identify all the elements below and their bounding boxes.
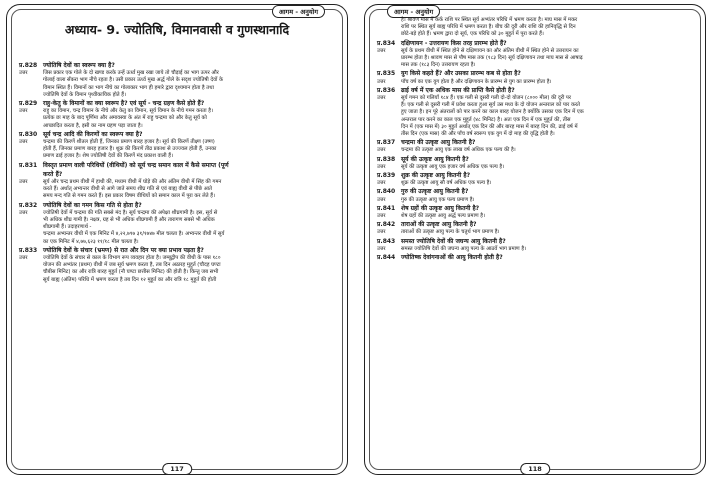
answer-label (377, 24, 401, 31)
question-number: प्र.828 (19, 62, 38, 69)
question-number: प्र.837 (377, 139, 396, 147)
answer-text: करते हैं। अर्थात् अभ्यन्तर वीथी से आगे जाते समय शीघ्र गति से एवं बाह्य वीथी से पीछे आते (43, 186, 212, 193)
question-number: प्र.842 (377, 221, 396, 229)
answer-line (377, 229, 695, 236)
answer-label (19, 262, 43, 269)
question-text: समस्त ज्योतिषि देवों की जघन्य आयु कितनी है? (401, 237, 506, 245)
question-number (19, 171, 43, 179)
answer-line (377, 124, 695, 131)
answer-text: शुक्र की उत्कृष्ट आयु सौ वर्ष अधिक एक पल्य है। (401, 180, 492, 187)
question-text: विस्तृत प्रमाण वाली परिधियों (वीथियों) को सूर्य चन्द्र समान काल में कैसे समाप्त (पूर्ण (43, 161, 229, 169)
question-number: प्र.831 (19, 161, 38, 169)
answer-label (377, 55, 401, 62)
answer-label: उत्तर (377, 196, 386, 203)
question-text: युग किसे कहते हैं? और उसका प्रारम्भ कब से होता है? (401, 70, 521, 78)
answer-text: छोटे-बड़े होते हैं। भ्रमण द्वारा दो सूर्य, एक परिधि को ३० मुहूर्त में पूरा करते हैं। (401, 31, 544, 38)
answer-label: उत्तर (377, 213, 386, 220)
answer-text: चन्द्रमा की उत्कृष्ट आयु एक लाख वर्ष अधिक एक पल्य की है। (401, 147, 516, 154)
answer-label (377, 17, 401, 24)
answer-line (19, 123, 337, 130)
answer-text: का एक मिनिट में ४,७७,६२३ ११/१८ मील चलता है। (43, 238, 139, 245)
answer-line (19, 77, 337, 84)
question-line (19, 62, 337, 70)
question-number: प्र.835 (377, 70, 396, 78)
question-line (19, 171, 337, 179)
answer-label (19, 77, 43, 84)
answer-text: योजन की अभ्यंतर (प्रथम) वीथी में जब सूर्य भ्रमण करता है, तब दिन अठारह मुहूर्त (चौदह घण्टा (43, 262, 221, 269)
question-text: चन्द्रमा की उत्कृष्ट आयु कितनी है? (401, 139, 476, 147)
answer-text: ज्योतिषी देवों में चन्द्रमा की गति सबसे मंद है। सूर्य चन्द्रमा की अपेक्षा शीघ्रगामी है। इस, सूर्य से (43, 209, 218, 216)
answer-line (19, 193, 337, 200)
answer-text: जिस प्रकार एक गोले के दो खण्ड करके उन्हें ऊर्ध्व मुख रखा जाये तो चौड़ाई का भाग ऊपर और (43, 70, 219, 77)
answer-line (19, 277, 337, 284)
question-number: प्र.844 (377, 254, 396, 262)
answer-text: सूर्य की उत्कृष्ट आयु एक हजार वर्ष अधिक एक पल्य है। (401, 163, 505, 170)
question-line (19, 162, 337, 170)
answer-line (377, 197, 695, 204)
answer-text: समस्त ज्योतिषि देवों की जघन्य आयु पल्य के आठवें भाग प्रमाण है। (401, 245, 527, 252)
left-page (6, 4, 348, 475)
question-text: सूर्य चन्द्र आदि की किरणों का स्वरूप क्या है? (43, 130, 143, 138)
page-number: 117 (162, 463, 192, 475)
question-line (19, 202, 337, 210)
book-tag: आगम - अनुयोग (272, 5, 325, 18)
question-text: करते हैं? (43, 170, 63, 178)
answer-label: उत्तर (377, 180, 386, 187)
answer-text: हैं। एक गली से दूसरी गली में प्रवेश करता हुआ सूर्य उस मध्य के दो योजन अन्तराल को पार करते (401, 102, 581, 109)
answer-text: चन्द्रमा अभ्यन्तर वीथी में एक मिनिट में ४,२२,७९७ ३१/१७४७ मील चलता है। अभ्यन्तर वीथी में सूर्य (43, 231, 225, 238)
answer-text: सूर्य के प्रथम वीथी में स्थित होने से दक्षिणायन का और अंतिम वीथी में स्थित होने से उत्तरायन का (401, 47, 579, 54)
answer-label (19, 193, 43, 200)
answer-label (19, 224, 43, 231)
question-text: दक्षिणायन - उत्तरायण किस तरह प्रारम्भ होते हैं? (401, 39, 507, 47)
question-line (377, 40, 695, 48)
answer-text: प्रमाण ढाई हजार है। शेष ज्योतिषी देवों की किरणें मंद प्रकाश वाली हैं। (43, 153, 174, 160)
answer-line (377, 109, 695, 116)
answer-line (377, 180, 695, 187)
question-text: शुक्र की उत्कृष्ट आयु कितनी है? (401, 172, 471, 180)
question-text: राहु-केतु के विमानों का क्या स्वरूप है? एवं सूर्य - चन्द्र ग्रहण कैसे होते हैं? (43, 100, 205, 108)
answer-text: मास तक (१८३ दिन) उत्तरायण रहता है। (401, 62, 476, 69)
answer-label: उत्तर (377, 47, 386, 54)
answer-line (19, 153, 337, 160)
answer-label (19, 217, 43, 224)
answer-line (377, 31, 695, 38)
answer-text: हुए जाता है। इन पूरे अंतरालों को पार करने का काल बारह योजन है क्योंकि उसका एक दिन में एक (401, 109, 584, 116)
question-line (377, 188, 695, 196)
answer-line (377, 246, 695, 253)
answer-label (19, 85, 43, 92)
question-number: प्र.840 (377, 188, 396, 196)
question-number: प्र.833 (19, 246, 38, 254)
answer-text: होती हैं, जिनका प्रमाण बारह हजार है। शुक्र की किरणें तीव्र प्रकाश से उज्ज्वल होती हैं, उनका (43, 146, 217, 153)
answer-label: उत्तर (19, 255, 28, 262)
answer-label (377, 62, 401, 69)
answer-line (19, 210, 337, 217)
answer-label (377, 117, 401, 124)
question-number: प्र.832 (19, 201, 38, 209)
answer-label (19, 277, 43, 284)
answer-line (19, 115, 337, 122)
answer-label: उत्तर (19, 179, 28, 186)
answer-label (19, 153, 43, 160)
question-text: ज्योतिषि देवों का स्वरूप क्या है? (43, 62, 115, 69)
answer-text: समय मन्द गति से गमन करते हैं। इस प्रकार विषम वीथियों को समान काल में पूरा कर लेते हैं। (43, 193, 216, 200)
left-content (19, 61, 337, 284)
answer-line (19, 92, 337, 99)
question-number: प्र.843 (377, 237, 396, 245)
answer-text: सूर्य बाह्य (अंतिम) परिधि में भ्रमण करता है तब दिन १२ मुहूर्त का और रात्रि १८ मुहूर्त की होती (43, 276, 217, 283)
answer-label (377, 102, 401, 109)
answer-label (19, 239, 43, 246)
question-line (19, 131, 337, 139)
answer-text: प्रत्येक छः माह के बाद पूर्णिमा और अमावस्या के अंत में राहु चन्द्रमा को और केतु सूर्य को (43, 115, 207, 122)
answer-text: सूर्य गमन को गलियाँ १८४ हैं। एक गली से दूसरी गली दो-दो योजन (८००० मील) की दूरी पर (401, 95, 571, 102)
question-line (19, 100, 337, 108)
answer-label: उत्तर (19, 70, 28, 77)
answer-text: प्रारम्भ होता है। श्रावण मास से पौष मास तक (१८३ दिन) सूर्य दक्षिणायन तथा माघ मास से आषाढ़ (401, 55, 583, 62)
question-text: सूर्य की उत्कृष्ट आयु कितनी है? (401, 155, 469, 163)
answer-text: भी अधिक शीघ्र गामी है। नक्षत्र, ग्रह से भी अधिक शीघ्रगामी हैं और तारागण सबसे भी अधिक (43, 217, 215, 224)
question-line (377, 70, 695, 78)
answer-text: चौबीस मिनिट) का और रात्रि बारह मुहूर्त (नौ घण्टा छत्तीस मिनिट) की होती है। किन्तु जब सभी (43, 269, 219, 276)
question-line (377, 156, 695, 164)
question-text: शेष ग्रहों की उत्कृष्ट आयु कितनी है? (401, 204, 480, 212)
question-number: प्र.838 (377, 155, 396, 163)
question-text: ज्योतिषि देवों का गमन किस गति से होता है? (43, 201, 142, 209)
answer-line (377, 48, 695, 55)
answer-line (19, 269, 337, 276)
question-text: ज्योतिषि देवों के संचार (भ्रमण) से रात और दिन पर क्या प्रभाव पड़ता है? (43, 246, 204, 254)
answer-line (19, 239, 337, 246)
answer-label: उत्तर (377, 163, 386, 170)
question-line (377, 87, 695, 95)
answer-label (19, 186, 43, 193)
answer-label (19, 231, 43, 238)
answer-label (19, 146, 43, 153)
question-text: ढाई वर्ष में एक अधिक मास की प्राप्ति कैसे होती है? (401, 86, 515, 94)
answer-line (19, 85, 337, 92)
answer-text: है। श्रावण मास में कर्क राशि पर स्थित सूर्य अभ्यंतर परिधि में भ्रमण करता है। माघ मास में मकर (401, 17, 578, 23)
answer-line (377, 164, 695, 171)
answer-line (377, 79, 695, 86)
answer-label (377, 31, 401, 38)
answer-text: शेष ग्रहों की उत्कृष्ट आयु अर्द्ध पल्य प्रमाण है। (401, 213, 485, 220)
question-text: ज्योतिष्क देवांगनाओं की आयु कितनी होती है? (401, 254, 503, 262)
question-line (19, 247, 337, 255)
question-text: ताराओं की उत्कृष्ट आयु कितनी है? (401, 221, 477, 229)
question-number: प्र.830 (19, 130, 38, 138)
answer-text: तीस दिन (एक मास) की और पाँच वर्ष स्वरूप एक युग में दो माह की वृद्धि होती है। (401, 131, 555, 138)
right-content (377, 17, 695, 262)
answer-line (377, 117, 695, 124)
answer-label: उत्तर (19, 209, 28, 216)
answer-text: ताराओं की उत्कृष्ट आयु पल्य के चतुर्थ भाग प्रमाण है। (401, 229, 500, 236)
answer-text: राहु का विमान, चन्द्र विमान के नीचे और केतु का विमान, सूर्य विमान के नीचे गमन करता है। (43, 108, 213, 115)
chapter-title: अध्याय- 9. ज्योतिषि, विमानवासी व गुणस्थानादि (64, 22, 290, 37)
answer-label (19, 92, 43, 99)
question-text: गुरु की उत्कृष्ट आयु कितनी है? (401, 188, 469, 196)
answer-text: ज्योतिषि देवों के संचार से काल के विभाग रूप व्यवहार होता है। जम्बूद्वीप की वीथी के पास १८० (43, 255, 221, 262)
answer-text: आच्छादित करता है, इसी का नाम ग्रहण पड़ा जाता है। (43, 122, 143, 129)
answer-label: उत्तर (377, 245, 386, 252)
answer-line (377, 131, 695, 138)
answer-text: गुरु की उत्कृष्ट आयु एक पल्य प्रमाण है। (401, 196, 475, 203)
answer-text: ज्योतिषि देवों के विमान पृथ्वीकायिक होते हैं। (43, 91, 126, 98)
answer-line (377, 147, 695, 154)
right-page (364, 4, 706, 475)
question-number: प्र.839 (377, 172, 396, 180)
question-line (377, 205, 695, 213)
answer-text: पाँच वर्ष का एक युग होता है और दक्षिणायन के प्रारम्भ से युग का प्रारम्भ होता है। (401, 78, 552, 85)
answer-line (377, 62, 695, 69)
answer-label (377, 124, 401, 131)
answer-text: राशि पर स्थित सूर्य बाह्य परिधि में भ्रमण करता है। बीच की दूरी और राशि की हानिवृद्धि से दिन (401, 24, 576, 31)
question-line (377, 238, 695, 246)
answer-line (377, 213, 695, 220)
book-tag: आगम - अनुयोग (387, 5, 440, 18)
answer-label (377, 131, 401, 138)
answer-text: शीघ्रगामी हैं। उदाहरणार्थ - (43, 224, 92, 231)
answer-line (19, 231, 337, 238)
answer-label: उत्तर (377, 95, 386, 102)
answer-label: उत्तर (19, 139, 28, 146)
answer-text: चन्द्रमा की किरणें शीतल होती हैं, जिनका प्रमाण बारह हजार है। सूर्य की किरणें तीक्ष्ण (उष्ण) (43, 139, 215, 146)
answer-label: उत्तर (377, 229, 386, 236)
answer-label (19, 269, 43, 276)
question-number: प्र.841 (377, 204, 396, 212)
answer-text: दिन में (एक मास में) ३० मुहूर्त अर्थात् एक दिन की और बारह मास में बारह दिन की, ढाई वर्ष में (401, 123, 578, 130)
answer-label (19, 115, 43, 122)
answer-label (19, 123, 43, 130)
answer-text: गोलाई वाला सँकरा भाग नीचे रहता है। उसी प्रकार ऊर्ध्व मुख अर्द्ध गोले के सदृश ज्योतिषी देवों के (43, 77, 224, 84)
question-line (377, 254, 695, 262)
answer-text: विमान स्थित हैं। विमानों का भाग नीचे का गोलाकार भाग ही हमारे द्वारा दृश्यमान होता है तथा (43, 84, 214, 91)
answer-label: उत्तर (377, 147, 386, 154)
question-number: प्र.829 (19, 100, 38, 108)
answer-label: उत्तर (377, 78, 386, 85)
answer-text: अन्तराल पार करने का काल एक मुहूर्त (४८ मिनिट) है। अतः एक दिन में एक मुहूर्त की, तीस (401, 116, 571, 123)
answer-label: उत्तर (19, 108, 28, 115)
page-number: 118 (520, 463, 550, 475)
question-number: प्र.836 (377, 86, 396, 94)
answer-label (377, 109, 401, 116)
question-number: प्र.834 (377, 39, 396, 47)
answer-text: सूर्य और चन्द्र प्रथम वीथी में हाथी की, मध्यम वीथी में घोड़े की और अंतिम वीथी में सिंह की गमन (43, 179, 222, 186)
